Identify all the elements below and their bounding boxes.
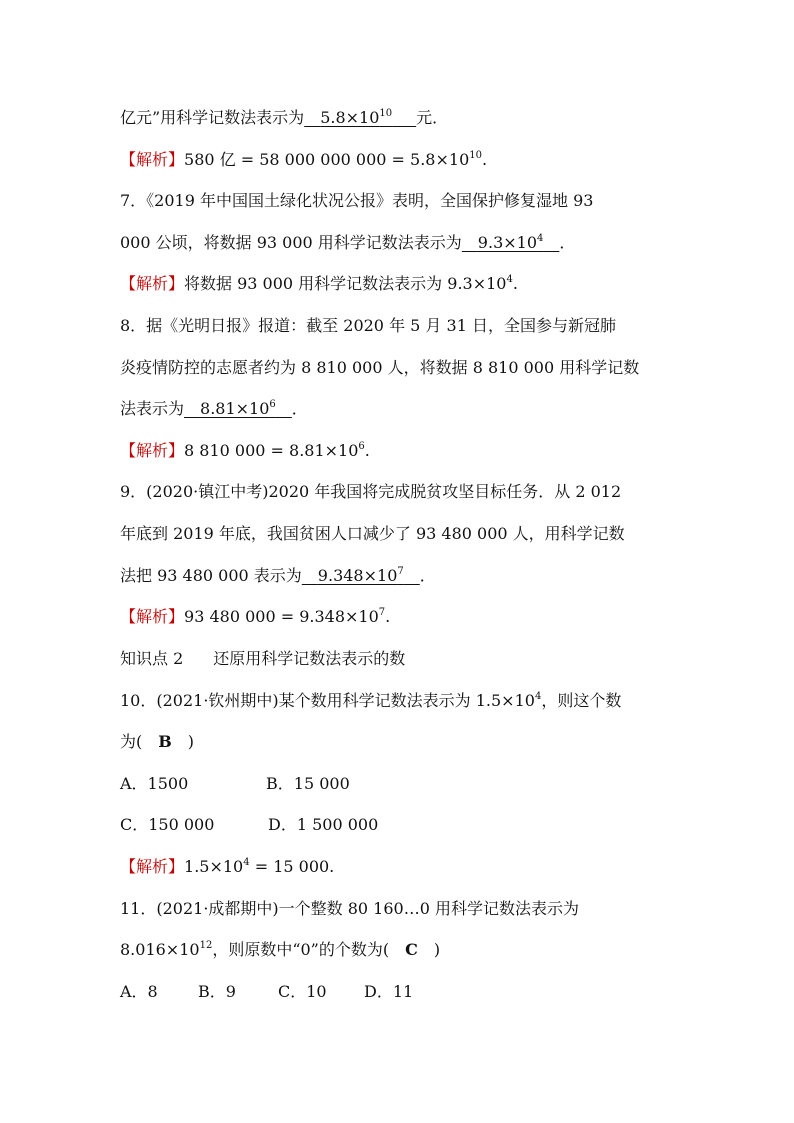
q9-answer-line: 法把 93 480 000 表示为 $9.348\times 10^7$ ． bbox=[120, 566, 436, 585]
q8-answer-blank: $8.81\times 10^6$ bbox=[200, 399, 276, 418]
q10-stem-line2: 为( B ) bbox=[120, 732, 195, 751]
q7-answer-line: 000 公顷，将数据 93 000 用科学记数法表示为 $9.3\times 10^4$ ． bbox=[120, 233, 576, 252]
analysis-tag: 【解析】 bbox=[120, 274, 185, 293]
q10-options-row1 bbox=[120, 773, 680, 795]
q11-stem-line1: 11．(2021·成都期中)一个整数 80 160…0 用科学记数法表示为 bbox=[120, 899, 579, 918]
analysis-tag: 【解析】 bbox=[120, 857, 185, 876]
option-b: B．9 bbox=[198, 982, 236, 1001]
option-a: A．1500 bbox=[120, 774, 189, 793]
q7-analysis: 【解析】将数据 93 000 用科学记数法表示为 $9.3\times 10^4$. bbox=[120, 274, 518, 293]
q11-options bbox=[120, 981, 680, 1003]
analysis-tag: 【解析】 bbox=[120, 441, 185, 460]
q11-stem-line2: $8.016\times 10^{12}$，则原数中“0”的个数为( C ) bbox=[120, 940, 441, 959]
q8-stem-line1: 8．据《光明日报》报道：截至 2020 年 5 月 31 日，全国参与新冠肺 bbox=[120, 316, 616, 335]
option-d: D．1 500 000 bbox=[268, 815, 379, 834]
option-c: C．150 000 bbox=[120, 815, 215, 834]
section-title: 还原用科学记数法表示的数 bbox=[213, 649, 406, 668]
q8-analysis: 【解析】8 810 $000 = 8.81\times 10^6$. bbox=[120, 441, 370, 460]
q10-answer: B bbox=[158, 732, 172, 751]
section-heading bbox=[120, 648, 680, 670]
q7-answer-blank: $9.3\times 10^4$ bbox=[477, 233, 544, 252]
option-c: C．10 bbox=[278, 982, 327, 1001]
q7-stem-line1: 7．《2019 年中国国土绿化状况公报》表明，全国保护修复湿地 93 bbox=[120, 191, 594, 210]
q6-analysis: 【解析】580 亿 = 58 000 000 $000 = 5.8\times 10^{10}$. bbox=[120, 150, 488, 169]
q9-stem-line2: 年底到 2019 年底，我国贫困人口减少了 93 480 000 人，用科学记数 bbox=[120, 524, 625, 543]
q10-options-row2 bbox=[120, 814, 680, 836]
analysis-tag: 【解析】 bbox=[120, 607, 185, 626]
q9-stem-line1: 9．(2020·镇江中考)2020 年我国将完成脱贫攻坚目标任务．从 2 012 bbox=[120, 482, 622, 501]
q6-answer-blank: $5.8\times 10^{10}$ bbox=[320, 108, 393, 127]
analysis-tag: 【解析】 bbox=[120, 150, 185, 169]
option-d: D．11 bbox=[364, 982, 414, 1001]
q10-analysis: 【解析】$1.5\times 10^4 = 15$ 000. bbox=[120, 857, 335, 876]
q6-answer-line: 亿元”用科学记数法表示为 $5.8\times 10^{10}$ 元． bbox=[120, 108, 449, 127]
option-a: A．8 bbox=[120, 982, 158, 1001]
q9-analysis: 【解析】93 480 $000 = 9.348\times 10^7$. bbox=[120, 607, 391, 626]
q8-stem-line2: 炎疫情防控的志愿者约为 8 810 000 人，将数据 8 810 000 用科学记数 bbox=[120, 358, 640, 377]
q6-text: 亿元”用科学记数法表示为 bbox=[120, 108, 305, 127]
section-label: 知识点 2 bbox=[120, 649, 184, 668]
q9-answer-blank: $9.348\times 10^7$ bbox=[317, 566, 404, 585]
option-b: B．15 000 bbox=[266, 774, 350, 793]
q8-answer-line: 法表示为 $8.81\times 10^6$ ． bbox=[120, 399, 308, 418]
q10-stem-line1: 10．(2021·钦州期中)某个数用科学记数法表示为 $1.5\times 10^4$，则这个数 bbox=[120, 691, 622, 710]
q11-answer: C bbox=[405, 940, 418, 959]
